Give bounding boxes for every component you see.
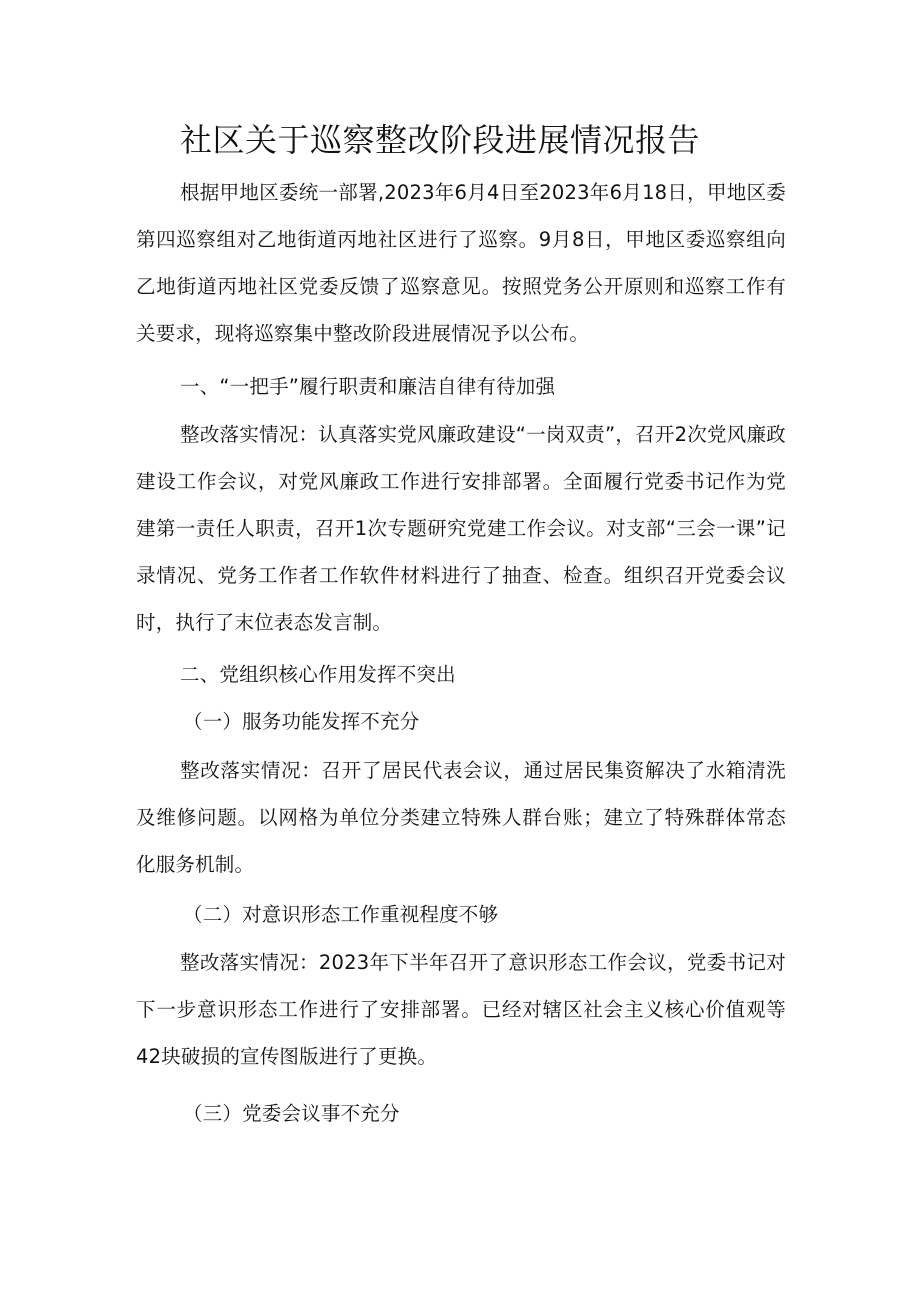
subsection-3-heading: （三）党委会议事不充分 — [183, 1102, 400, 1125]
subsection-1-heading: （一）服务功能发挥不充分 — [183, 710, 420, 733]
subsection-1-body: 整改落实情况：召开了居民代表会议，通过居民集资解决了水箱清洗及维修问题。以网格为单位分类建立特殊人群台账；建立了特殊群体常态化服务机制。 — [136, 759, 786, 876]
subsection-2-body: 整改落实情况：2023年下半年召开了意识形态工作会议，党委书记对下一步意识形态工作进行了安排部署。已经对辖区社会主义核心价值观等42块破损的宣传图版进行了更换。 — [136, 951, 786, 1068]
document-title: 社区关于巡察整改阶段进展情况报告 — [180, 121, 701, 159]
section-1-heading: 一、“一把手”履行职责和廉洁自律有待加强 — [180, 375, 556, 398]
section-1-body: 整改落实情况：认真落实党风廉政建设“一岗双责”，召开2次党风廉政建设工作会议，对党风廉政工作进行安排部署。全面履行党委书记作为党建第一责任人职责，召开1次专题研究党建工作会议。对支部“三会一课”记录情况、党务工作者工作软件材料进行了抽查、检查。组织召开党委会议时，执行了末位表态发言制。 — [136, 423, 786, 634]
intro-paragraph: 根据甲地区委统一部署,2023年6月4日至2023年6月18日，甲地区委第四巡察组对乙地街道丙地社区进行了巡察。9月8日，甲地区委巡察组向乙地街道丙地社区党委反馈了巡察意见。按照党务公开原则和巡察工作有关要求，现将巡察集中整改阶段进展情况予以公布。 — [136, 181, 786, 345]
subsection-2-heading: （二）对意识形态工作重视程度不够 — [183, 903, 499, 926]
section-2-heading: 二、党组织核心作用发挥不突出 — [180, 663, 456, 686]
